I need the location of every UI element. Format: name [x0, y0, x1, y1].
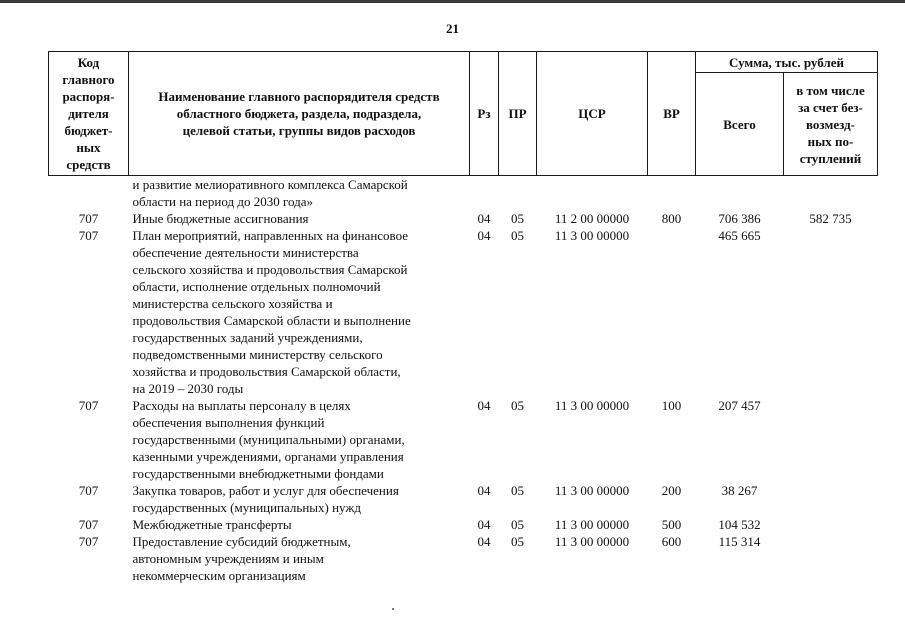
row-total: 706 386: [718, 211, 761, 226]
header-incl: в том числе за счет без- возмезд- ных по- ступлений: [784, 73, 878, 176]
row-pr: 05: [511, 398, 524, 413]
row-incl: 582 735: [809, 211, 852, 226]
table-row: [49, 227, 878, 397]
table-row: [49, 482, 878, 516]
row-rz: 04: [477, 398, 491, 413]
row-incl: [784, 227, 878, 397]
row-pr: 05: [511, 211, 524, 226]
table-row: [49, 397, 878, 482]
row-rz: 04: [477, 228, 491, 243]
row-code: 707: [78, 398, 99, 413]
row-pr: 05: [511, 228, 524, 243]
row-pr: 05: [511, 483, 524, 498]
row-vr: 100: [661, 398, 682, 413]
table-row: [49, 210, 878, 227]
row-rz: 04: [477, 483, 491, 498]
header-name: Наименование главного распорядителя средств областного бюджета, раздела, подраздела, целевой статьи, группы видов расходов: [129, 52, 470, 176]
row-csr: 11 3 00 00000: [554, 483, 630, 498]
row-total: 207 457: [718, 398, 761, 413]
row-csr: 11 3 00 00000: [554, 228, 630, 243]
scan-top-edge: [0, 0, 905, 3]
row-vr: 200: [661, 483, 682, 498]
row-total: 104 532: [718, 517, 761, 532]
continuation-text: и развитие мелиоративного комплекса Самарской области на период до 2030 года»: [132, 177, 408, 209]
row-total: 38 267: [721, 483, 758, 498]
row-code: 707: [78, 211, 99, 226]
row-name: План мероприятий, направленных на финансовое обеспечение деятельности министерства сельского хозяйства и продовольствия Самарской области, исполнение отдельных полномочий министерства сельского хозяйства и продовольствия Самарской области и выполнение государственных заданий учреждениями, подведомственными министерству сельского хозяйства и продовольствия Самарской области, на 2019 – 2030 годы: [132, 228, 411, 396]
row-name: Закупка товаров, работ и услуг для обеспечения государственных (муниципальных) нужд: [132, 483, 399, 515]
continuation-row: [49, 176, 878, 211]
row-name: Расходы на выплаты персоналу в целях обеспечения выполнения функций государственными (муниципальными) органами, казенными учреждениями, органами управления государственными внебюджетными фондами: [132, 398, 405, 481]
table-body: [49, 176, 878, 585]
row-name: Межбюджетные трансферты: [132, 517, 292, 532]
row-name: Предоставление субсидий бюджетным, автономным учреждениям и иным некоммерческим организациям: [132, 534, 351, 583]
row-incl: [784, 482, 878, 516]
row-name: Иные бюджетные ассигнования: [132, 211, 309, 226]
header-pr: ПР: [499, 52, 537, 176]
row-total: 465 665: [718, 228, 761, 243]
row-vr: 800: [661, 211, 682, 226]
row-code: 707: [78, 517, 99, 532]
row-rz: 04: [477, 517, 491, 532]
table-row: [49, 516, 878, 533]
row-vr: [648, 227, 696, 397]
row-vr: 500: [661, 517, 682, 532]
row-rz: 04: [477, 211, 491, 226]
table-header: [49, 52, 878, 176]
page-number: 21: [446, 21, 459, 36]
row-pr: 05: [511, 517, 524, 532]
row-csr: 11 3 00 00000: [554, 534, 630, 549]
header-rz: Рз: [470, 52, 499, 176]
scan-speck: [392, 608, 394, 610]
row-incl: [784, 516, 878, 533]
table-row: [49, 533, 878, 584]
row-code: 707: [78, 483, 99, 498]
row-csr: 11 3 00 00000: [554, 398, 630, 413]
header-vr: ВР: [648, 52, 696, 176]
header-total: Всего: [696, 73, 784, 176]
row-vr: 600: [661, 534, 682, 549]
header-csr: ЦСР: [537, 52, 648, 176]
row-incl: [784, 533, 878, 584]
budget-table: [48, 51, 878, 584]
row-csr: 11 3 00 00000: [554, 517, 630, 532]
row-rz: 04: [477, 534, 491, 549]
row-csr: 11 2 00 00000: [554, 211, 630, 226]
row-code: 707: [78, 534, 99, 549]
row-incl: [784, 397, 878, 482]
budget-table-sheet: [48, 51, 877, 584]
row-total: 115 314: [718, 534, 761, 549]
row-code: 707: [78, 228, 99, 243]
header-code: Код главного распоря- дителя бюджет- ных средств: [49, 52, 129, 176]
header-sum-group: Сумма, тыс. рублей: [696, 52, 878, 73]
row-pr: 05: [511, 534, 524, 549]
